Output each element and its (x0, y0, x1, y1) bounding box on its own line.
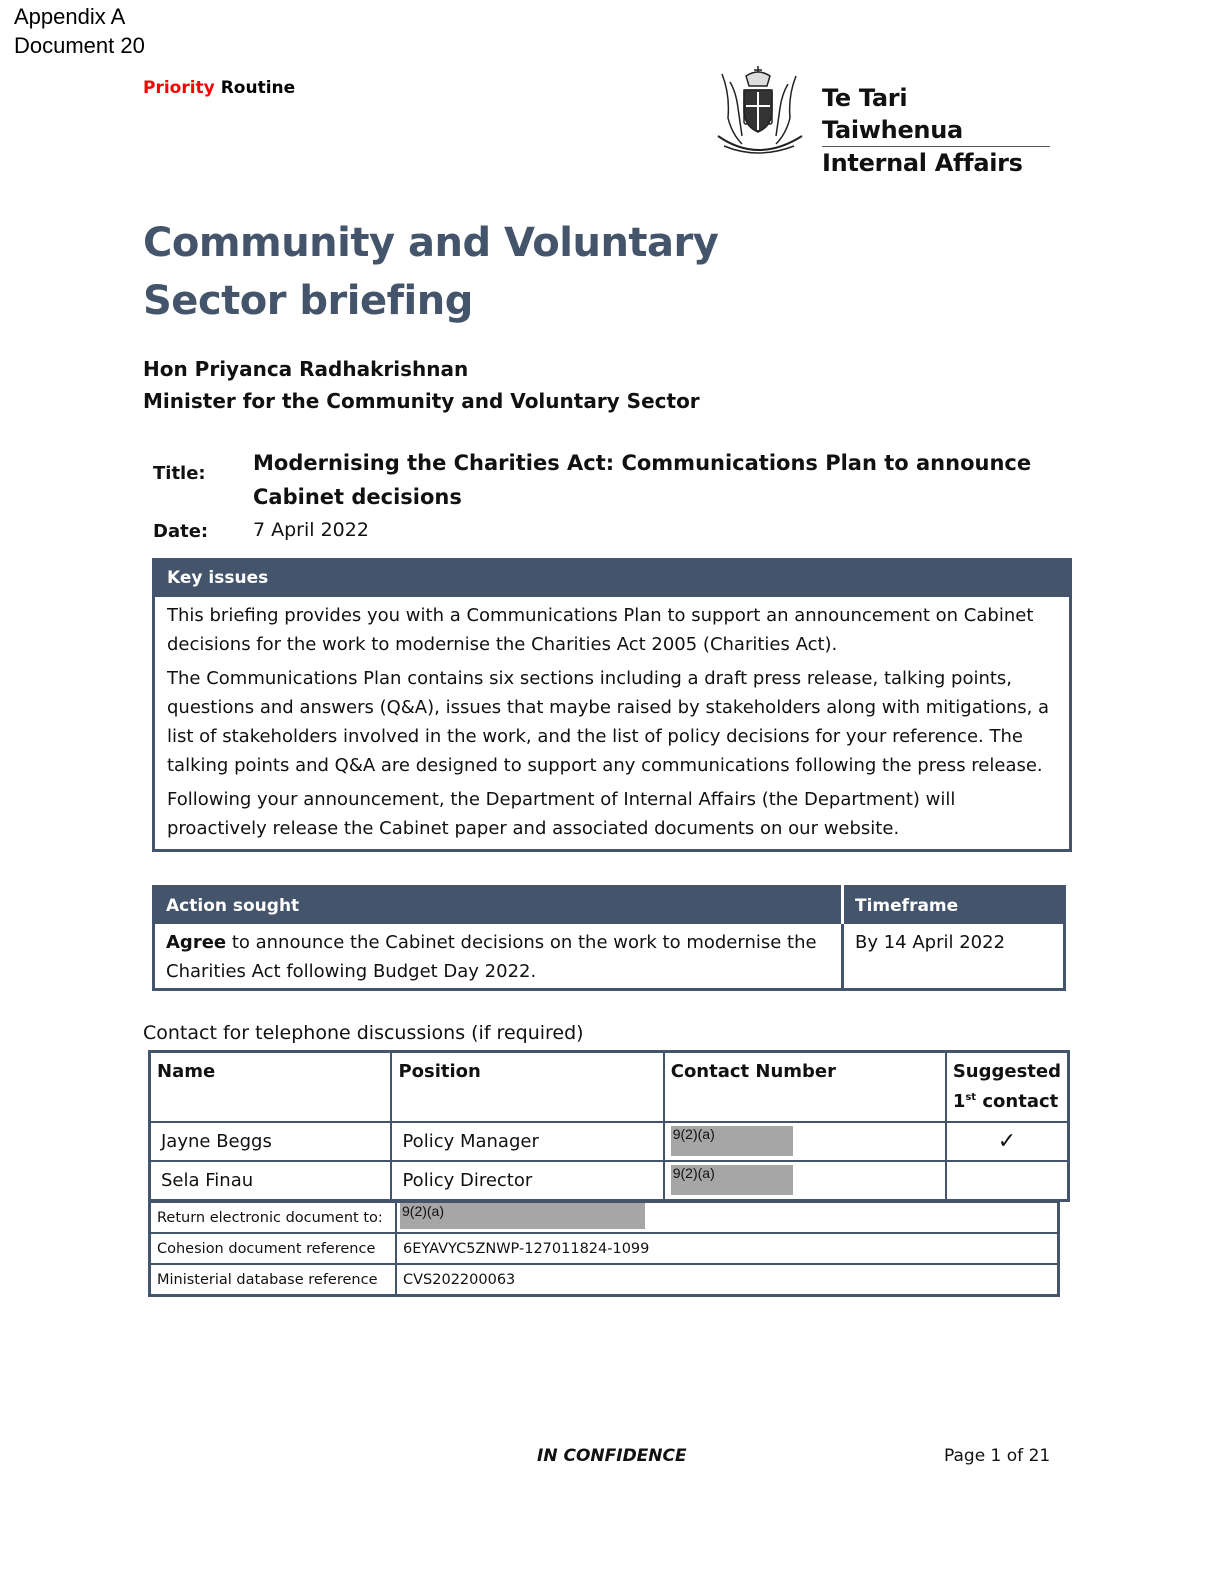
contact-position: Policy Manager (391, 1122, 663, 1161)
col-suggested-contact (946, 1052, 1069, 1123)
dia-logo (710, 62, 1050, 177)
contact-caption: Contact for telephone discussions (if required) (143, 1022, 584, 1044)
key-issue-paragraph: The Communications Plan contains six sections including a draft press release, talking points, questions and answers (Q&A), issues that maybe raised by stakeholders along with mitigations, a list of stakeholders involved in the work, and the list of policy decisions for your reference. The talking points and Q&A are designed to support any communications following the press release. (167, 668, 1050, 776)
classification-footer: IN CONFIDENCE (537, 1446, 687, 1466)
reference-value (396, 1202, 1059, 1234)
briefing-title: Modernising the Charities Act: Communications Plan to announce Cabinet decisions (253, 451, 1032, 509)
col-suggested-line1: Suggested (952, 1061, 1061, 1082)
timeframe-value: By 14 April 2022 (843, 924, 1065, 990)
logo-line-maori: Te Tari Taiwhenua (822, 82, 1050, 147)
briefing-date: 7 April 2022 (253, 519, 369, 541)
reference-label: Cohesion document reference (150, 1233, 397, 1264)
col-position: Position (391, 1052, 663, 1123)
contact-name: Jayne Beggs (150, 1122, 392, 1161)
minister-name: Hon Priyanca Radhakrishnan (143, 357, 469, 381)
col-suggested-rest: contact (976, 1091, 1059, 1112)
key-issue-paragraph: Following your announcement, the Department of Internal Affairs (the Department) will proactively release the Cabinet paper and associated documents on our website. (167, 789, 956, 839)
redaction-block: 9(2)(a) (671, 1165, 793, 1195)
table-row (150, 1264, 1059, 1296)
key-issues-box (152, 558, 1072, 852)
col-suggested-num: 1 (952, 1091, 966, 1112)
key-issues-body (155, 597, 1069, 849)
minister-block (143, 353, 700, 417)
contact-name: Sela Finau (150, 1161, 392, 1201)
logo-wordmark (822, 82, 1050, 179)
page-number: Page 1 of 21 (944, 1446, 1051, 1466)
page-title-line-1: Community and Voluntary (143, 220, 719, 266)
appendix-label: Appendix A (14, 4, 126, 29)
key-issue-paragraph: This briefing provides you with a Communications Plan to support an announcement on Cabinet decisions for the work to modernise the Charities Act 2005 (Charities Act). (167, 605, 1034, 655)
contact-number (664, 1161, 946, 1201)
priority-value: Routine (220, 78, 296, 98)
minister-role: Minister for the Community and Voluntary Sector (143, 389, 700, 413)
suggested-contact-check (946, 1161, 1069, 1201)
title-label: Title: (153, 463, 206, 484)
page-title (143, 214, 718, 330)
col-suggested-sup: st (965, 1092, 977, 1103)
reference-label: Ministerial database reference (150, 1264, 397, 1296)
priority-label: Priority (143, 78, 215, 98)
action-sought-heading: Action sought (154, 887, 843, 925)
date-label: Date: (153, 521, 209, 542)
action-description: to announce the Cabinet decisions on the work to modernise the Charities Act following Budget Day 2022. (166, 932, 817, 982)
reference-label: Return electronic document to: (150, 1202, 397, 1234)
action-sought-table (152, 885, 1066, 991)
page-title-line-2: Sector briefing (143, 278, 473, 324)
coat-of-arms-icon (710, 62, 810, 160)
contact-position: Policy Director (391, 1161, 663, 1201)
timeframe-heading: Timeframe (843, 887, 1065, 925)
key-issues-heading: Key issues (155, 561, 1069, 597)
contact-number (664, 1122, 946, 1161)
col-contact-number: Contact Number (664, 1052, 946, 1123)
contact-header-row (150, 1052, 1069, 1123)
action-sought-text (154, 924, 843, 990)
suggested-contact-check: ✓ (946, 1122, 1069, 1161)
reference-value: CVS202200063 (396, 1264, 1059, 1296)
contact-table (148, 1050, 1070, 1202)
table-row (150, 1202, 1059, 1234)
reference-table (148, 1200, 1060, 1297)
priority-line (143, 78, 295, 98)
table-row (150, 1122, 1069, 1161)
action-verb: Agree (166, 932, 227, 953)
redaction-block: 9(2)(a) (400, 1203, 645, 1229)
table-row (150, 1233, 1059, 1264)
col-name: Name (150, 1052, 392, 1123)
appendix-stamp (14, 2, 145, 60)
logo-line-english: Internal Affairs (822, 149, 1023, 177)
table-row (150, 1161, 1069, 1201)
redaction-block: 9(2)(a) (671, 1126, 793, 1156)
reference-value: 6EYAVYC5ZNWP-127011824-1099 (396, 1233, 1059, 1264)
document-number: Document 20 (14, 33, 145, 58)
